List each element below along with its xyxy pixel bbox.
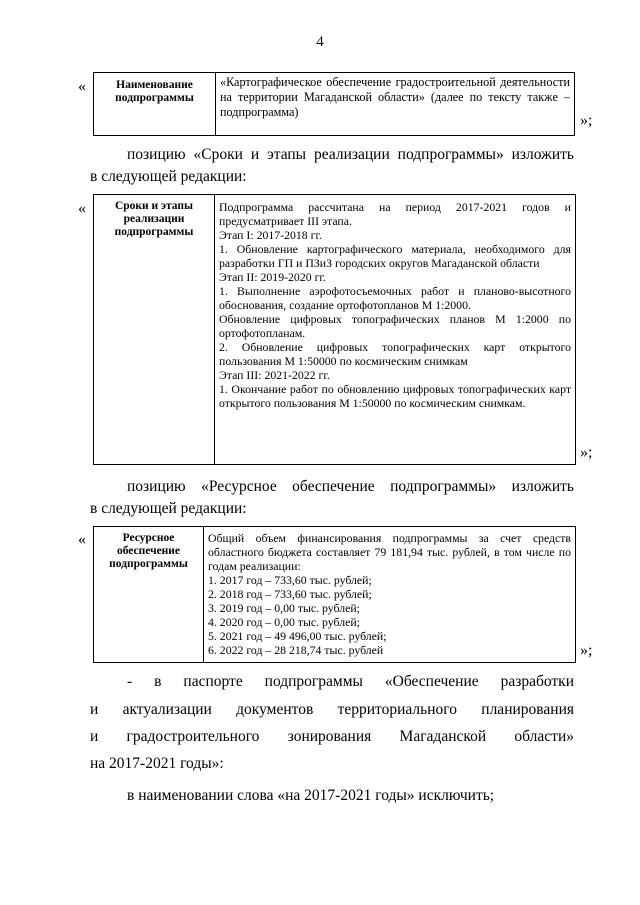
close-quote: »; (580, 112, 593, 129)
close-quote: »; (580, 642, 593, 659)
resources-label: Ресурсное обеспечение подпрограммы (94, 527, 204, 663)
deadlines-line: Обновление цифровых топографических планов М 1:2000 по ортофотопланам. (219, 312, 571, 340)
close-quote: »; (580, 444, 593, 461)
paragraph-passport-line2: и актуализации документов территориального планирования (90, 701, 574, 718)
paragraph-passport-line3: и градостроительного зонирования Магаданской области» (90, 728, 574, 745)
deadlines-line: 2. Обновление цифровых топографических карт открытого пользования М 1:50000 по космическим снимкам (219, 340, 571, 368)
resources-line: 2. 2018 год – 733,60 тыс. рублей; (208, 587, 372, 601)
resources-line: 4. 2020 год – 0,00 тыс. рублей; (208, 615, 360, 629)
deadlines-line: Подпрограмма рассчитана на период 2017-2021 годов и предусматривает III этапа. (219, 200, 571, 228)
deadlines-line: 1. Окончание работ по обновлению цифровых топографических карт открытого пользования М 1:50000 по космическим снимкам. (219, 382, 571, 410)
open-quote: « (78, 200, 86, 217)
deadlines-table (93, 194, 576, 465)
paragraph-passport-line4: на 2017-2021 годы»: (90, 755, 224, 772)
deadlines-label: Сроки и этапы реализации подпрограммы (94, 195, 215, 465)
deadlines-line: 1. Выполнение аэрофотосъемочных работ и планово-высотного обоснования, создание ортофотопланов М 1:2000. (219, 284, 571, 312)
resources-table (93, 526, 576, 663)
resources-value (204, 527, 576, 663)
paragraph-resources-line2: в следующей редакции: (90, 500, 247, 517)
resources-line: 6. 2022 год – 28 218,74 тыс. рублей (208, 643, 384, 657)
resources-line: 3. 2019 год – 0,00 тыс. рублей; (208, 601, 360, 615)
resources-line: Общий объем финансирования подпрограммы за счет средств областного бюджета составляет 79 181,94 тыс. рублей, в том числе по годам реализации: (208, 531, 571, 573)
paragraph-resources-line1: позицию «Ресурсное обеспечение подпрограммы» изложить (127, 478, 574, 495)
open-quote: « (78, 531, 86, 548)
resources-line: 1. 2017 год – 733,60 тыс. рублей; (208, 573, 372, 587)
page-number: 4 (316, 34, 324, 50)
subprogram-name-label: Наименование подпрограммы (94, 73, 216, 136)
paragraph-deadlines-line2: в следующей редакции: (90, 168, 247, 185)
paragraph-exclude: в наименовании слова «на 2017-2021 годы» исключить; (127, 787, 495, 804)
subprogram-name-value: «Картографическое обеспечение градостроительной деятельности на территории Магаданской области» (далее по тексту также – подпрограмма) (216, 73, 575, 136)
deadlines-line: Этап I: 2017-2018 гг. (219, 228, 322, 242)
deadlines-line: Этап II: 2019-2020 гг. (219, 270, 326, 284)
paragraph-deadlines-line1: позицию «Сроки и этапы реализации подпрограммы» изложить (127, 146, 574, 163)
subprogram-name-table (93, 72, 575, 136)
open-quote: « (78, 78, 86, 95)
paragraph-passport-line1: - в паспорте подпрограммы «Обеспечение разработки (127, 673, 574, 690)
deadlines-line: 1. Обновление картографического материала, необходимого для разработки ГП и ПЗиЗ городских округов Магаданской области (219, 242, 571, 270)
deadlines-value (215, 195, 576, 465)
resources-line: 5. 2021 год – 49 496,00 тыс. рублей; (208, 629, 387, 643)
deadlines-line: Этап III: 2021-2022 гг. (219, 368, 330, 382)
